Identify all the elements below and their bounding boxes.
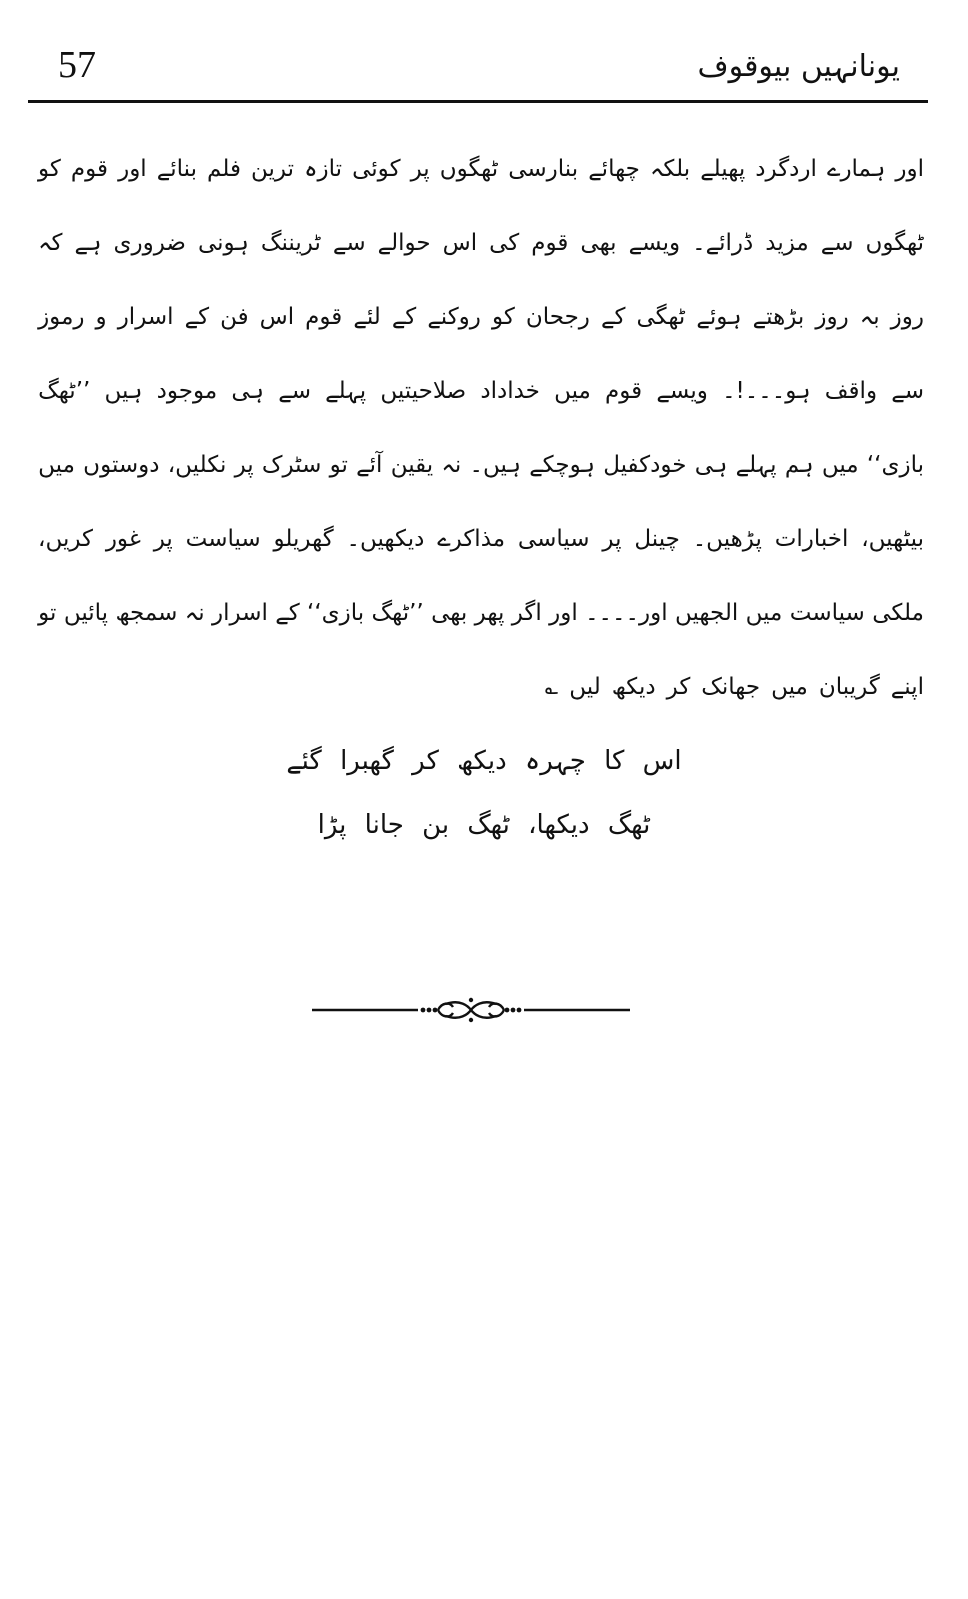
word: بڑھتے bbox=[752, 304, 805, 330]
word: کوئی bbox=[352, 156, 401, 182]
word: قوم bbox=[605, 378, 643, 404]
word: گریبان bbox=[818, 674, 880, 700]
word: ٹھگوں bbox=[439, 156, 499, 182]
page-number: 57 bbox=[58, 44, 96, 86]
word: دیکھیں۔ bbox=[346, 526, 425, 552]
word: ہی bbox=[231, 378, 265, 404]
body-paragraph bbox=[38, 132, 924, 724]
word: کے bbox=[275, 600, 300, 626]
word: خودکفیل bbox=[603, 452, 687, 478]
word: میں bbox=[38, 452, 75, 478]
word: روز bbox=[815, 304, 849, 330]
word: بنارسی bbox=[508, 156, 579, 182]
word: بنائے bbox=[156, 156, 197, 182]
ornamental-divider-icon bbox=[310, 996, 632, 1024]
word: میں bbox=[745, 600, 783, 626]
word: ویسے bbox=[628, 230, 681, 256]
word: و bbox=[95, 304, 107, 330]
text-line bbox=[38, 206, 924, 280]
word: رموز bbox=[38, 304, 85, 330]
text-line bbox=[38, 280, 924, 354]
text-line bbox=[38, 428, 924, 502]
word: پڑھیں۔ bbox=[692, 526, 762, 552]
word: تازہ bbox=[304, 156, 343, 182]
word: ہیں bbox=[104, 378, 143, 404]
text-line bbox=[38, 354, 924, 428]
word: کو bbox=[38, 156, 61, 182]
word: فن bbox=[220, 304, 249, 330]
word: پر bbox=[602, 526, 622, 552]
word: حوالے bbox=[377, 230, 431, 256]
word: اور bbox=[118, 156, 147, 182]
running-title: یونانہیں بیوقوف bbox=[697, 49, 900, 84]
word: اسرار bbox=[212, 600, 268, 626]
word: اگر bbox=[511, 600, 542, 626]
word: سیاسی bbox=[517, 526, 590, 552]
word: میں bbox=[554, 378, 591, 404]
text-line bbox=[38, 650, 924, 724]
word: پر bbox=[410, 156, 430, 182]
word: مذاکرے bbox=[437, 526, 506, 552]
word: ہی bbox=[694, 452, 728, 478]
word: بہ bbox=[859, 304, 880, 330]
word: دوستوں bbox=[83, 452, 160, 478]
word: ٹھگی bbox=[636, 304, 686, 330]
word: ہے bbox=[74, 230, 102, 256]
word: پر bbox=[234, 452, 254, 478]
word: ملکی bbox=[872, 600, 924, 626]
word: خداداد bbox=[480, 378, 540, 404]
word: پھر bbox=[474, 600, 505, 626]
word: تو bbox=[329, 452, 348, 478]
word: کر bbox=[666, 674, 691, 700]
word: سیاست bbox=[185, 526, 261, 552]
word: بیٹھیں، bbox=[861, 526, 924, 552]
word: ترین bbox=[251, 156, 295, 182]
word: سیاست bbox=[789, 600, 865, 626]
word: صلاحیتیں bbox=[380, 378, 467, 404]
word: ہوئے bbox=[696, 304, 742, 330]
word: گھریلو bbox=[273, 526, 334, 552]
word: سے bbox=[891, 378, 924, 404]
word: کے bbox=[184, 304, 210, 330]
word: قوم bbox=[70, 156, 109, 182]
word: نہ bbox=[184, 600, 205, 626]
word: پہلے bbox=[325, 378, 367, 404]
word: الجھیں bbox=[674, 600, 739, 626]
word: ہمارے bbox=[826, 156, 886, 182]
word: سمجھ bbox=[115, 600, 178, 626]
word: قوم bbox=[305, 304, 343, 330]
word: یقین bbox=[390, 452, 434, 478]
word: ہیں۔ bbox=[469, 452, 521, 478]
word: لئے bbox=[353, 304, 381, 330]
word: کی bbox=[489, 230, 520, 256]
word: ٹریننگ bbox=[260, 230, 321, 256]
text-line bbox=[38, 576, 924, 650]
word: اس bbox=[259, 304, 295, 330]
word: ؎ bbox=[544, 674, 559, 700]
word: کہ bbox=[38, 230, 63, 256]
word: روکنے bbox=[427, 304, 481, 330]
word: آئے bbox=[356, 452, 383, 478]
verse-line-1: اس کا چہرہ دیکھ کر گھبرا گئے bbox=[286, 746, 682, 776]
word: ’’ٹھگ bbox=[38, 378, 91, 404]
word: بلکہ bbox=[649, 156, 691, 182]
word: ڈرائے۔ bbox=[692, 230, 754, 256]
word: اردگرد bbox=[755, 156, 817, 182]
text-line bbox=[38, 132, 924, 206]
word: مزید bbox=[765, 230, 809, 256]
word: کو bbox=[491, 304, 515, 330]
word: لیں bbox=[569, 674, 601, 700]
word: پہلے bbox=[735, 452, 777, 478]
word: ویسے bbox=[656, 378, 708, 404]
word: کریں، bbox=[38, 526, 93, 552]
word: واقف bbox=[824, 378, 878, 404]
word: ہم bbox=[784, 452, 814, 478]
word: اخبارات bbox=[774, 526, 849, 552]
word: رجحان bbox=[525, 304, 590, 330]
word: ہونی bbox=[197, 230, 249, 256]
verse-line-2: ٹھگ دیکھا، ٹھگ بن جانا پڑا bbox=[317, 810, 651, 840]
word: بھی bbox=[431, 600, 468, 626]
word: روز bbox=[890, 304, 924, 330]
word: سے bbox=[278, 378, 311, 404]
header-rule bbox=[28, 100, 928, 103]
word: سٹرک bbox=[261, 452, 322, 478]
word: جھانک bbox=[701, 674, 761, 700]
word: نکلیں، bbox=[167, 452, 227, 478]
word: اور bbox=[895, 156, 924, 182]
word: ’’ٹھگ bbox=[371, 600, 424, 626]
word: میں bbox=[821, 452, 859, 478]
word: ہو۔۔۔!۔ bbox=[722, 378, 811, 404]
word: ہوچکے bbox=[529, 452, 595, 478]
word: اور۔۔۔۔ bbox=[585, 600, 668, 626]
word: تو bbox=[38, 600, 57, 626]
word: بھی bbox=[580, 230, 617, 256]
word: نہ bbox=[441, 452, 462, 478]
word: چینل bbox=[634, 526, 680, 552]
word: اس bbox=[442, 230, 478, 256]
word: سے bbox=[820, 230, 854, 256]
word: فلم bbox=[207, 156, 241, 182]
word: پر bbox=[153, 526, 173, 552]
word: دیکھ bbox=[611, 674, 656, 700]
word: اور bbox=[549, 600, 578, 626]
word: سے bbox=[332, 230, 366, 256]
word: ٹھگوں bbox=[865, 230, 924, 256]
word: بازی‘‘ bbox=[307, 600, 365, 626]
word: اسرار bbox=[117, 304, 174, 330]
word: قوم bbox=[531, 230, 569, 256]
word: غور bbox=[105, 526, 141, 552]
word: میں bbox=[771, 674, 808, 700]
word: اپنے bbox=[890, 674, 924, 700]
word: موجود bbox=[156, 378, 218, 404]
word: چھائے bbox=[588, 156, 640, 182]
word: پھیلے bbox=[700, 156, 746, 182]
word: بازی‘‘ bbox=[866, 452, 924, 478]
word: ضروری bbox=[113, 230, 186, 256]
text-line bbox=[38, 502, 924, 576]
word: کے bbox=[600, 304, 626, 330]
word: پائیں bbox=[63, 600, 109, 626]
word: کے bbox=[391, 304, 417, 330]
